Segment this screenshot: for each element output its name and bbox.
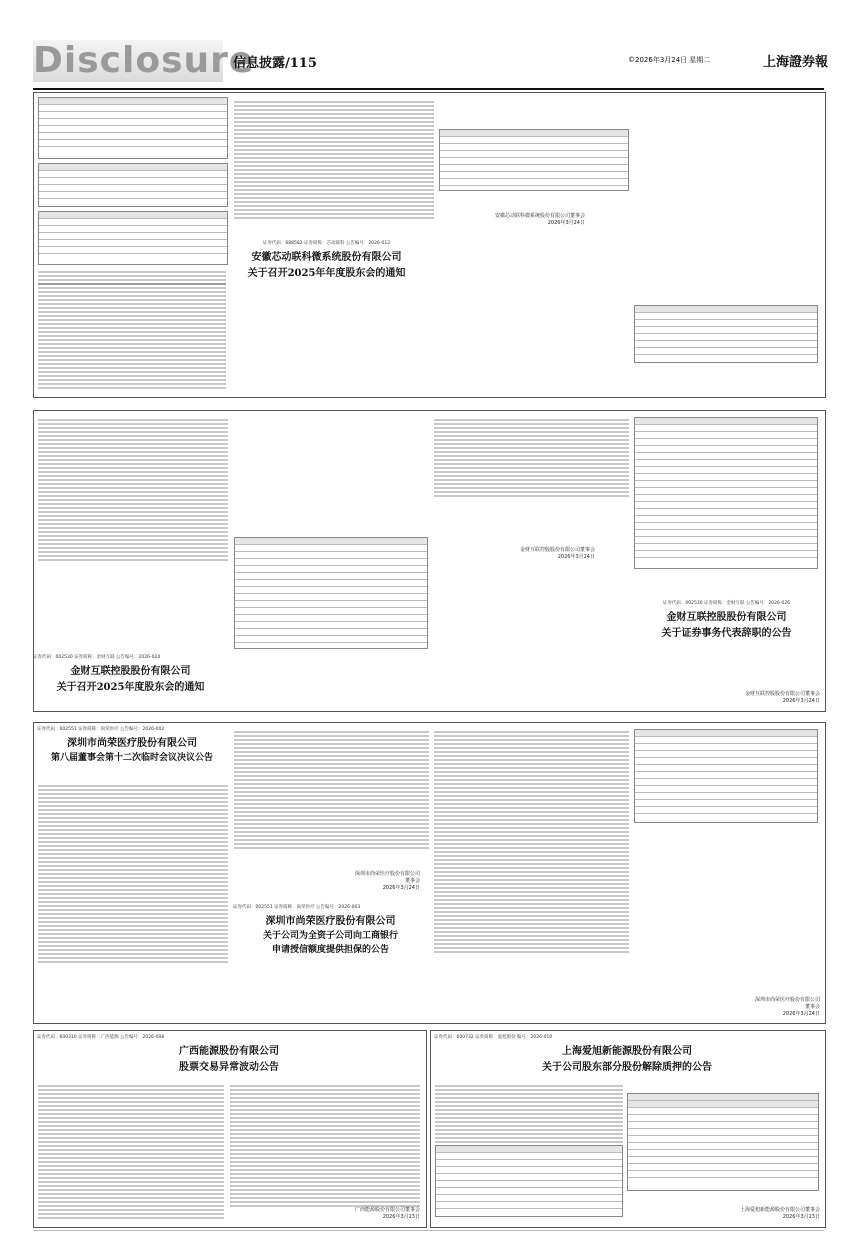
masthead-rule: [33, 88, 824, 90]
anhui-footer-company: 安徽芯动联科微系统股份有限公司董事会: [494, 213, 585, 219]
jincai-rep-title-line-1: 金财互联控股股份有限公司: [666, 612, 787, 623]
shangrong-guarantee-footer: [660, 996, 820, 1017]
shangrong-guarantee-footer-date: 2026年3月24日: [782, 1011, 820, 1017]
jincai-rep-footer-date: 2026年3月24日: [782, 698, 820, 704]
jincai-proposal-table: [234, 537, 428, 649]
shangrong-guarantee-meta: 证券代码：002551 证券简称：尚荣医疗 公告编号：2026-003: [233, 905, 361, 910]
shangrong-board-title-block: [37, 726, 227, 763]
anhui-table-2: [38, 163, 228, 207]
anhui-footer: [420, 212, 585, 226]
jincai-rep-meta: 证券代码：002530 证券简称：金财互联 公告编号：2026-026: [662, 601, 791, 606]
aixu-footer-date: 2026年3月23日: [782, 1214, 820, 1220]
jincai-meeting-footer: [430, 546, 595, 560]
jincai-meeting-footer-date: 2026年3月24日: [557, 554, 595, 560]
shangrong-left-column: [38, 783, 228, 965]
aixu-shareholding-table: [627, 1093, 819, 1191]
jincai-meeting-title-line-1: 金财互联控股股份有限公司: [70, 666, 191, 677]
guangxi-right-column: [230, 1083, 420, 1209]
guangxi-title-line-1: 广西能源股份有限公司: [179, 1046, 279, 1057]
jincai-proxy-table: [634, 417, 818, 569]
jincai-meeting-title-line-2: 关于召开2025年度股东会的通知: [56, 682, 205, 693]
aixu-title-line-2: 关于公司股东部分股份解除质押的公告: [542, 1062, 712, 1073]
anhui-meta: 证券代码：688582 证券简称：芯动联科 公告编号：2026-012: [262, 241, 391, 246]
paper-logo: 上海證券報: [763, 55, 829, 70]
jincai-rep-footer-company: 金财互联控股股份有限公司董事会: [744, 691, 820, 697]
aixu-title-block: [434, 1034, 820, 1073]
guangxi-footer-company: 广西能源股份有限公司董事会: [354, 1207, 420, 1213]
shangrong-center-column: [234, 729, 429, 851]
anhui-proxy-table: [634, 305, 818, 363]
jincai-meeting-meta: 证券代码：002530 证券简称：金财互联 公告编号：2026-024: [33, 655, 161, 660]
jincai-left-column: [38, 417, 228, 563]
anhui-table-4: [439, 129, 629, 191]
shangrong-board-footer-sub: 董事会: [404, 878, 420, 884]
aixu-footer-company: 上海爱旭新能源股份有限公司董事会: [739, 1207, 820, 1213]
anhui-table-1: [38, 97, 228, 159]
guangxi-footer-date: 2026年3月23日: [382, 1214, 420, 1220]
guangxi-footer: [260, 1206, 420, 1220]
anhui-table-3: [38, 211, 228, 265]
anhui-footer-date: 2026年3月24日: [547, 220, 585, 226]
shangrong-board-footer-date: 2026年3月24日: [382, 885, 420, 891]
jincai-rep-title-line-2: 关于证券事务代表辞职的公告: [661, 628, 792, 639]
section-title: 信息披露/115: [233, 56, 317, 71]
shangrong-center-right-column: [434, 729, 629, 955]
aixu-left-column: [435, 1083, 623, 1145]
shangrong-guarantee-footer-company: 深圳市尚荣医疗股份有限公司: [754, 997, 820, 1003]
jincai-meeting-title-block: [33, 654, 228, 693]
shangrong-guarantee-title-line-1: 深圳市尚荣医疗股份有限公司: [265, 916, 396, 927]
anhui-title-line-1: 安徽芯动联科微系统股份有限公司: [251, 252, 402, 263]
shangrong-financial-table: [634, 729, 818, 823]
page-bottom-rule: [33, 1230, 824, 1231]
shangrong-board-footer-company: 深圳市尚荣医疗股份有限公司: [354, 871, 420, 877]
article-anhui: [33, 92, 826, 398]
shangrong-board-title-line-2: 第八届董事会第十二次临时会议决议公告: [50, 753, 213, 763]
anhui-center-column: [234, 99, 434, 221]
guangxi-meta: 证券代码：600310 证券简称：广西能源 公告编号：2026-008: [37, 1035, 165, 1040]
article-shangrong: [33, 722, 826, 1024]
jincai-rep-footer: [640, 690, 820, 704]
issue-date: ©2026年3月24日 星期二: [628, 56, 711, 64]
aixu-footer: [650, 1206, 820, 1220]
shangrong-guarantee-footer-sub: 董事会: [804, 1004, 820, 1010]
guangxi-left-column: [38, 1083, 224, 1221]
shangrong-board-footer: [260, 870, 420, 891]
guangxi-title-block: [37, 1034, 421, 1073]
shangrong-board-meta: 证券代码：002551 证券简称：尚荣医疗 公告编号：2026-002: [37, 727, 165, 732]
shangrong-guarantee-title-line-2: 关于公司为全资子公司向工商银行: [262, 931, 398, 941]
anhui-title-line-2: 关于召开2025年年度股东会的通知: [247, 268, 406, 279]
jincai-meeting-footer-company: 金财互联控股股份有限公司董事会: [519, 547, 595, 553]
shangrong-guarantee-title-line-3: 申请授信额度提供担保的公告: [271, 945, 389, 955]
jincai-rep-title-block: [633, 600, 820, 639]
aixu-pledge-table: [435, 1145, 623, 1217]
aixu-title-line-1: 上海爱旭新能源股份有限公司: [562, 1046, 692, 1057]
shangrong-guarantee-title-block: [233, 904, 428, 955]
jincai-center-right-column: [434, 417, 629, 499]
guangxi-title-line-2: 股票交易异常波动公告: [179, 1062, 279, 1073]
aixu-meta: 证券代码：600732 证券简称：爱旭股份 编号：2026-010: [434, 1035, 553, 1040]
banner-wordmark: Disclosure: [33, 40, 255, 81]
anhui-title-block: [233, 240, 420, 279]
shangrong-board-title-line-1: 深圳市尚荣医疗股份有限公司: [67, 738, 197, 749]
